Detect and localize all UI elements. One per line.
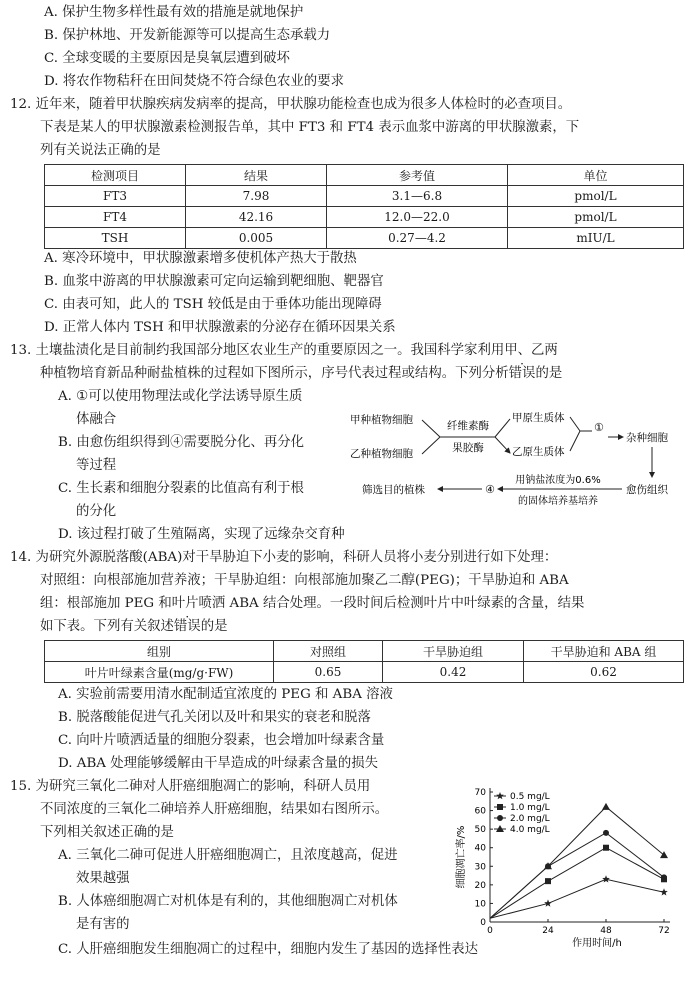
q12-stem-line-1: 12. 近年来，随着甲状腺疾病发病率的提高，甲状腺功能检查也成为很多人体检时的必查项目。 xyxy=(10,97,572,112)
step-4-label: ④ xyxy=(485,483,495,496)
q11-option-a: A. 保护生物多样性最有效的措施是就地保护 xyxy=(44,5,304,20)
q12-option-c: C. 由表可知，此人的 TSH 较低是由于垂体功能出现障碍 xyxy=(44,297,382,312)
data-point xyxy=(603,830,609,836)
hybrid-cell-label: 杂种细胞 xyxy=(626,432,668,444)
q14-option-b: B. 脱落酸能促进气孔关闭以及叶和果实的衰老和脱落 xyxy=(58,710,371,725)
y-tick-label: 70 xyxy=(474,788,486,798)
table-cell: 0.005 xyxy=(186,228,327,249)
q14-stem-text: 如下表。下列有关叙述 xyxy=(40,619,174,634)
q12-stem-line-3: 列有关说法正确的是 xyxy=(40,143,161,158)
q13-option-b-cont: 等过程 xyxy=(76,458,117,473)
table-cell: 42.16 xyxy=(186,207,327,228)
q14-stem-line-2: 对照组：向根部施加营养液；干旱胁迫组：向根部施加聚乙二醇(PEG)；干旱胁迫和 ABA xyxy=(40,573,569,588)
table-cell: 0.42 xyxy=(383,662,524,683)
table-cell: 12.0—22.0 xyxy=(327,207,508,228)
table-row xyxy=(45,228,684,249)
q14-chlorophyll-table xyxy=(44,640,684,683)
table-cell: FT4 xyxy=(45,207,186,228)
q12-option-a: A. 寒冷环境中，甲状腺激素增多使机体产热大于散热 xyxy=(44,251,357,266)
q13-stem-text: 种植物培育新品种耐盐植株的过程如下图所示，序号代表过程或结构。下列分析 xyxy=(40,366,509,381)
table-cell: 0.62 xyxy=(524,662,684,683)
data-point xyxy=(497,815,503,821)
series-line xyxy=(490,833,664,918)
table-cell: 3.1—6.8 xyxy=(327,186,508,207)
table-header-cell: 结果 xyxy=(186,165,327,186)
legend-label: 0.5 mg/L xyxy=(510,792,550,802)
medium-label-1: 用钠盐浓度为0.6% xyxy=(515,475,601,486)
table-header-cell: 参考值 xyxy=(327,165,508,186)
x-tick-label: 48 xyxy=(600,926,612,936)
table-row xyxy=(45,186,684,207)
data-point xyxy=(661,874,667,880)
q14-stem-line-3: 组：根部施加 PEG 和叶片喷洒 ABA 结合处理。一段时间后检测叶片中叶绿素的含量，结果 xyxy=(40,596,585,611)
q15-option-c: C. 人肝癌细胞发生细胞凋亡的过程中，细胞内发生了基因的选择性表达 xyxy=(58,942,478,957)
table-header-row xyxy=(45,165,684,186)
q12-hormone-table xyxy=(44,164,684,249)
table-header-cell: 干旱胁迫和 ABA 组 xyxy=(524,641,684,662)
q14-stem-line-1: 14. 为研究外源脱落酸(ABA)对干旱胁迫下小麦的影响，科研人员将小麦分别进行如下处理： xyxy=(10,550,558,565)
table-header-cell: 对照组 xyxy=(274,641,383,662)
table-cell: 7.98 xyxy=(186,186,327,207)
legend-label: 2.0 mg/L xyxy=(510,814,550,824)
table-row xyxy=(45,662,684,683)
x-tick-label: 0 xyxy=(487,926,493,936)
q13-option-c-cont: 的分化 xyxy=(76,504,117,519)
q13-option-d: D. 该过程打破了生殖隔离，实现了远缘杂交育种 xyxy=(58,527,345,542)
legend-label: 4.0 mg/L xyxy=(510,825,550,835)
data-point xyxy=(544,899,552,906)
q14-option-c: C. 向叶片喷洒适量的细胞分裂素，也会增加叶绿素含量 xyxy=(58,733,385,748)
q12-option-d: D. 正常人体内 TSH 和甲状腺激素的分泌存在循环因果关系 xyxy=(44,320,396,335)
q15-option-a: A. 三氧化二砷可促进人肝癌细胞凋亡，且浓度越高，促进 xyxy=(58,848,398,863)
q14-emphasis-text: 错误 xyxy=(173,619,201,634)
table-cell: 0.65 xyxy=(274,662,383,683)
x-tick-label: 24 xyxy=(542,926,554,936)
enzyme-label-1: 纤维素酶 xyxy=(447,420,489,432)
proto-b-label: 乙原生质体 xyxy=(512,446,565,458)
y-tick-label: 0 xyxy=(480,918,486,928)
y-tick-label: 50 xyxy=(474,825,486,836)
q12-option-b: B. 血浆中游离的甲状腺激素可定向运输到靶细胞、靶器官 xyxy=(44,274,384,289)
table-row xyxy=(45,207,684,228)
merge-lines xyxy=(422,420,440,454)
y-tick-label: 30 xyxy=(474,862,486,873)
y-tick-label: 60 xyxy=(474,806,486,817)
callus-label: 愈伤组织 xyxy=(626,484,668,496)
medium-label-2: 的固体培养基培养 xyxy=(518,496,598,507)
table-cell: TSH xyxy=(45,228,186,249)
step-1-label: ① xyxy=(594,421,604,434)
q13-option-a: A. ①可以使用物理法或化学法诱导原生质 xyxy=(58,389,303,404)
q15-option-b-cont: 是有害的 xyxy=(76,917,130,932)
legend-label: 1.0 mg/L xyxy=(510,803,550,813)
table-cell: 0.27—4.2 xyxy=(327,228,508,249)
series-line xyxy=(490,848,664,919)
data-point xyxy=(545,878,551,884)
y-tick-label: 20 xyxy=(474,880,486,891)
q15-stem-line-2: 不同浓度的三氧化二砷培养人肝癌细胞，结果如右图所示。 xyxy=(40,802,389,817)
q14-option-a: A. 实验前需要用清水配制适宜浓度的 PEG 和 ABA 溶液 xyxy=(58,687,393,702)
data-point xyxy=(602,875,610,882)
data-point xyxy=(496,792,504,799)
q11-option-c: C. 全球变暖的主要原因是臭氧层遭到破坏 xyxy=(44,51,290,66)
proto-a-label: 甲原生质体 xyxy=(512,412,565,424)
q15-option-a-cont: 效果越强 xyxy=(76,871,130,886)
enzyme-label-2: 果胶酶 xyxy=(452,442,484,454)
q15-option-b: B. 人体癌细胞凋亡对机体是有利的，其他细胞凋亡对机体 xyxy=(58,894,398,909)
table-cell: pmol/L xyxy=(508,207,684,228)
fuse-lines xyxy=(570,417,580,451)
q13-option-c: C. 生长素和细胞分裂素的比值高有利于根 xyxy=(58,481,304,496)
series-line xyxy=(490,879,664,918)
apoptosis-line-chart xyxy=(452,782,684,949)
table-cell: pmol/L xyxy=(508,186,684,207)
q15-stem-line-1: 15. 为研究三氧化二砷对人肝癌细胞凋亡的影响，科研人员用 xyxy=(10,779,371,794)
data-point xyxy=(660,888,668,895)
q13-option-b: B. 由愈伤组织得到④需要脱分化、再分化 xyxy=(58,435,304,450)
data-point xyxy=(603,845,609,851)
q13-stem-text-end: 的是 xyxy=(535,366,563,381)
q13-stem-line-2 xyxy=(40,365,562,383)
x-tick-label: 72 xyxy=(658,926,670,936)
q13-flow-diagram xyxy=(340,385,685,520)
q12-stem-line-2: 下表是某人的甲状腺激素检测报告单，其中 FT3 和 FT4 表示血浆中游离的甲状腺激素，下 xyxy=(40,120,580,135)
q14-stem-line-4 xyxy=(40,618,227,636)
result-label: 筛选目的植株 xyxy=(362,484,425,496)
q14-stem-text-end: 的是 xyxy=(200,619,228,634)
y-tick-label: 40 xyxy=(474,843,486,854)
x-axis-label: 作用时间/h xyxy=(572,938,622,949)
y-axis-label: 细胞凋亡率/% xyxy=(456,825,467,889)
table-cell: 叶片叶绿素含量(mg/g·FW) xyxy=(45,662,274,683)
y-tick-label: 10 xyxy=(474,899,486,910)
q13-emphasis-text: 错误 xyxy=(508,366,536,381)
table-header-cell: 干旱胁迫组 xyxy=(383,641,524,662)
table-cell: mIU/L xyxy=(508,228,684,249)
table-cell: FT3 xyxy=(45,186,186,207)
table-header-row xyxy=(45,641,684,662)
cell-b-label: 乙种植物细胞 xyxy=(350,448,413,460)
q14-option-d: D. ABA 处理能够缓解由干旱造成的叶绿素含量的损失 xyxy=(58,756,379,771)
table-header-cell: 单位 xyxy=(508,165,684,186)
cell-a-label: 甲种植物细胞 xyxy=(350,414,413,426)
q13-option-a-cont: 体融合 xyxy=(76,412,117,427)
q11-option-d: D. 将农作物秸秆在田间焚烧不符合绿色农业的要求 xyxy=(44,74,344,89)
table-header-cell: 组别 xyxy=(45,641,274,662)
q13-stem-line-1: 13. 土壤盐渍化是目前制约我国部分地区农业生产的重要原因之一。我国科学家利用甲、乙两 xyxy=(10,343,558,358)
data-point xyxy=(602,803,610,810)
data-point xyxy=(497,804,503,810)
table-header-cell: 检测项目 xyxy=(45,165,186,186)
q15-stem-line-3: 下列相关叙述正确的是 xyxy=(40,825,174,840)
split-arrows xyxy=(495,419,510,453)
q11-option-b: B. 保护林地、开发新能源等可以提高生态承载力 xyxy=(44,28,331,43)
